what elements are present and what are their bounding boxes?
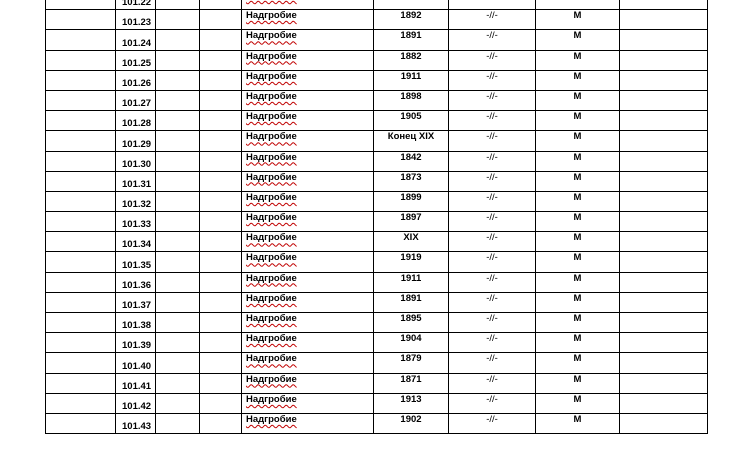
table-row <box>46 333 708 353</box>
table-row <box>46 292 708 312</box>
row-ditto-cell: -//- <box>449 333 536 353</box>
row-blank-cell <box>46 333 116 353</box>
row-blank-cell <box>620 272 708 292</box>
row-name-text: Надгробие <box>246 111 297 123</box>
row-name-cell <box>242 50 374 70</box>
row-name-cell <box>242 0 374 10</box>
row-blank-cell <box>200 191 242 211</box>
row-ditto-cell <box>449 0 536 10</box>
row-blank-cell <box>620 111 708 131</box>
row-blank-cell <box>620 50 708 70</box>
row-blank-cell <box>200 333 242 353</box>
row-blank-cell <box>620 313 708 333</box>
row-category-cell: М <box>536 212 620 232</box>
row-code-cell: 101.27 <box>116 90 156 110</box>
row-blank-cell <box>200 171 242 191</box>
row-category-cell: М <box>536 272 620 292</box>
row-date-cell: Конец XIX <box>374 131 449 151</box>
row-name-cell <box>242 232 374 252</box>
row-category-cell: М <box>536 191 620 211</box>
row-category-cell: М <box>536 232 620 252</box>
row-blank-cell <box>46 30 116 50</box>
row-date-cell: 1842 <box>374 151 449 171</box>
row-code-cell: 101.29 <box>116 131 156 151</box>
row-name-cell <box>242 10 374 30</box>
row-blank-cell <box>156 90 200 110</box>
row-code-cell: 101.31 <box>116 171 156 191</box>
row-name-text: Надгробие <box>246 353 297 365</box>
row-date-cell: 1882 <box>374 50 449 70</box>
row-blank-cell <box>156 191 200 211</box>
row-category-cell <box>536 0 620 10</box>
row-date-cell <box>374 0 449 10</box>
row-name-cell <box>242 292 374 312</box>
row-code-cell: 101.40 <box>116 353 156 373</box>
row-name-text: Надгробие <box>246 131 297 143</box>
row-category-cell: М <box>536 70 620 90</box>
row-category-cell: М <box>536 30 620 50</box>
row-blank-cell <box>200 90 242 110</box>
row-code-cell: 101.37 <box>116 292 156 312</box>
row-name-text: Надгробие <box>246 272 297 284</box>
row-blank-cell <box>620 0 708 10</box>
row-blank-cell <box>46 212 116 232</box>
row-blank-cell <box>200 151 242 171</box>
row-category-cell: М <box>536 413 620 433</box>
row-blank-cell <box>156 70 200 90</box>
row-name-cell <box>242 131 374 151</box>
row-code-cell: 101.43 <box>116 413 156 433</box>
row-date-cell: 1904 <box>374 333 449 353</box>
row-name-cell <box>242 272 374 292</box>
row-code-cell: 101.25 <box>116 50 156 70</box>
row-code-cell: 101.38 <box>116 313 156 333</box>
row-ditto-cell: -//- <box>449 10 536 30</box>
table-row <box>46 70 708 90</box>
monument-table <box>45 0 708 434</box>
row-name-text: Надгробие <box>246 232 297 244</box>
row-blank-cell <box>46 232 116 252</box>
row-name-cell <box>242 30 374 50</box>
row-ditto-cell: -//- <box>449 212 536 232</box>
row-blank-cell <box>620 191 708 211</box>
row-code-cell: 101.33 <box>116 212 156 232</box>
row-blank-cell <box>156 131 200 151</box>
row-name-cell <box>242 252 374 272</box>
row-blank-cell <box>620 90 708 110</box>
row-ditto-cell: -//- <box>449 131 536 151</box>
row-date-cell: 1895 <box>374 313 449 333</box>
row-blank-cell <box>620 292 708 312</box>
row-ditto-cell: -//- <box>449 373 536 393</box>
row-blank-cell <box>46 292 116 312</box>
row-blank-cell <box>156 373 200 393</box>
row-name-cell <box>242 70 374 90</box>
row-blank-cell <box>46 50 116 70</box>
row-category-cell: М <box>536 151 620 171</box>
row-date-cell: XIX <box>374 232 449 252</box>
table-row <box>46 151 708 171</box>
row-blank-cell <box>46 191 116 211</box>
row-blank-cell <box>200 313 242 333</box>
row-blank-cell <box>156 393 200 413</box>
row-blank-cell <box>156 232 200 252</box>
row-blank-cell <box>46 272 116 292</box>
table-row <box>46 131 708 151</box>
row-blank-cell <box>46 70 116 90</box>
table-row <box>46 212 708 232</box>
row-name-text: Надгробие <box>246 313 297 324</box>
row-name-text: Надгробие <box>246 151 297 163</box>
row-ditto-cell: -//- <box>449 272 536 292</box>
row-blank-cell <box>620 151 708 171</box>
row-name-text: Надгробие <box>246 292 297 304</box>
row-name-text: Надгробие <box>246 10 297 22</box>
row-blank-cell <box>620 333 708 353</box>
row-blank-cell <box>200 252 242 272</box>
row-blank-cell <box>200 70 242 90</box>
row-blank-cell <box>46 171 116 191</box>
row-blank-cell <box>156 50 200 70</box>
row-code-cell: 101.28 <box>116 111 156 131</box>
row-name-text: Надгробие <box>246 333 297 345</box>
row-blank-cell <box>46 353 116 373</box>
row-blank-cell <box>620 353 708 373</box>
row-blank-cell <box>156 111 200 131</box>
row-blank-cell <box>156 10 200 30</box>
row-date-cell: 1892 <box>374 10 449 30</box>
row-blank-cell <box>156 0 200 10</box>
row-code-cell: 101.23 <box>116 10 156 30</box>
row-blank-cell <box>200 373 242 393</box>
row-blank-cell <box>46 252 116 272</box>
row-code-cell: 101.36 <box>116 272 156 292</box>
row-blank-cell <box>156 252 200 272</box>
row-date-cell: 1902 <box>374 413 449 433</box>
row-date-cell: 1899 <box>374 191 449 211</box>
row-blank-cell <box>156 212 200 232</box>
row-blank-cell <box>200 353 242 373</box>
row-category-cell: М <box>536 252 620 272</box>
row-blank-cell <box>200 30 242 50</box>
row-name-text: Надгробие <box>246 70 297 82</box>
row-ditto-cell: -//- <box>449 30 536 50</box>
table-row <box>46 111 708 131</box>
row-category-cell: М <box>536 292 620 312</box>
row-name-cell <box>242 393 374 413</box>
row-code-cell: 101.22 <box>116 0 156 10</box>
row-blank-cell <box>200 0 242 10</box>
row-blank-cell <box>620 413 708 433</box>
row-category-cell: М <box>536 131 620 151</box>
row-blank-cell <box>156 272 200 292</box>
table-row <box>46 313 708 333</box>
row-date-cell: 1891 <box>374 292 449 312</box>
row-name-cell <box>242 313 374 333</box>
row-code-cell: 101.30 <box>116 151 156 171</box>
row-blank-cell <box>200 232 242 252</box>
row-name-cell <box>242 171 374 191</box>
row-date-cell: 1911 <box>374 272 449 292</box>
table-body <box>46 0 708 434</box>
row-blank-cell <box>46 131 116 151</box>
row-blank-cell <box>200 111 242 131</box>
row-blank-cell <box>156 151 200 171</box>
row-name-cell <box>242 353 374 373</box>
row-ditto-cell: -//- <box>449 413 536 433</box>
row-code-cell: 101.26 <box>116 70 156 90</box>
row-category-cell: М <box>536 50 620 70</box>
row-code-cell: 101.35 <box>116 252 156 272</box>
row-blank-cell <box>156 171 200 191</box>
row-ditto-cell: -//- <box>449 393 536 413</box>
table-row <box>46 171 708 191</box>
row-blank-cell <box>620 373 708 393</box>
row-date-cell: 1905 <box>374 111 449 131</box>
row-blank-cell <box>200 292 242 312</box>
row-code-cell: 101.41 <box>116 373 156 393</box>
table-row <box>46 353 708 373</box>
row-ditto-cell: -//- <box>449 353 536 373</box>
row-ditto-cell: -//- <box>449 70 536 90</box>
row-blank-cell <box>46 393 116 413</box>
row-blank-cell <box>200 50 242 70</box>
row-date-cell: 1919 <box>374 252 449 272</box>
table-row <box>46 413 708 433</box>
row-blank-cell <box>200 413 242 433</box>
row-name-text: Надгробие <box>246 191 297 203</box>
row-category-cell: М <box>536 111 620 131</box>
table-row <box>46 252 708 272</box>
table-row <box>46 393 708 413</box>
row-blank-cell <box>620 131 708 151</box>
row-code-cell: 101.32 <box>116 191 156 211</box>
table-row <box>46 232 708 252</box>
row-blank-cell <box>200 272 242 292</box>
row-category-cell: М <box>536 10 620 30</box>
table-row <box>46 191 708 211</box>
row-blank-cell <box>156 413 200 433</box>
row-ditto-cell: -//- <box>449 191 536 211</box>
row-category-cell: М <box>536 313 620 333</box>
row-name-text: Надгробие <box>246 252 297 264</box>
row-date-cell: 1911 <box>374 70 449 90</box>
row-blank-cell <box>46 111 116 131</box>
row-category-cell: М <box>536 90 620 110</box>
row-name-cell <box>242 191 374 211</box>
row-category-cell: М <box>536 373 620 393</box>
row-name-text: Надгробие <box>246 212 297 224</box>
row-blank-cell <box>620 252 708 272</box>
row-blank-cell <box>46 413 116 433</box>
table-row <box>46 10 708 30</box>
row-code-cell: 101.24 <box>116 30 156 50</box>
row-date-cell: 1897 <box>374 212 449 232</box>
row-category-cell: М <box>536 333 620 353</box>
row-blank-cell <box>46 151 116 171</box>
table-row <box>46 90 708 110</box>
row-name-text: Надгробие <box>246 393 297 405</box>
row-blank-cell <box>156 30 200 50</box>
row-blank-cell <box>156 313 200 333</box>
row-name-cell <box>242 90 374 110</box>
row-code-cell: 101.39 <box>116 333 156 353</box>
row-date-cell: 1898 <box>374 90 449 110</box>
row-blank-cell <box>620 393 708 413</box>
row-ditto-cell: -//- <box>449 171 536 191</box>
row-date-cell: 1873 <box>374 171 449 191</box>
table-row <box>46 50 708 70</box>
row-name-cell <box>242 212 374 232</box>
row-name-text: Надгробие <box>246 90 297 102</box>
row-name-cell <box>242 333 374 353</box>
row-date-cell: 1871 <box>374 373 449 393</box>
row-name-text: Надгробие <box>246 171 297 183</box>
row-name-text: Надгробие <box>246 413 297 425</box>
table-row <box>46 272 708 292</box>
row-name-cell <box>242 373 374 393</box>
row-blank-cell <box>46 313 116 333</box>
row-date-cell: 1879 <box>374 353 449 373</box>
row-ditto-cell: -//- <box>449 90 536 110</box>
row-code-cell: 101.42 <box>116 393 156 413</box>
row-date-cell: 1891 <box>374 30 449 50</box>
row-blank-cell <box>620 171 708 191</box>
row-ditto-cell: -//- <box>449 232 536 252</box>
row-ditto-cell: -//- <box>449 111 536 131</box>
row-name-text: Надгробие <box>246 30 297 42</box>
row-date-cell: 1913 <box>374 393 449 413</box>
table-row <box>46 0 708 10</box>
row-blank-cell <box>46 373 116 393</box>
row-blank-cell <box>46 0 116 10</box>
row-blank-cell <box>620 232 708 252</box>
row-name-text: Надгробие <box>246 50 297 62</box>
row-ditto-cell: -//- <box>449 50 536 70</box>
row-category-cell: М <box>536 353 620 373</box>
row-blank-cell <box>620 70 708 90</box>
row-category-cell: М <box>536 393 620 413</box>
row-ditto-cell: -//- <box>449 292 536 312</box>
row-name-cell <box>242 111 374 131</box>
row-name-cell <box>242 413 374 433</box>
row-name-text <box>246 0 297 1</box>
row-name-cell <box>242 151 374 171</box>
row-name-text: Надгробие <box>246 373 297 385</box>
row-code-cell: 101.34 <box>116 232 156 252</box>
row-blank-cell <box>46 90 116 110</box>
row-blank-cell <box>156 353 200 373</box>
row-blank-cell <box>156 333 200 353</box>
row-blank-cell <box>200 393 242 413</box>
row-blank-cell <box>46 10 116 30</box>
table-row <box>46 30 708 50</box>
row-blank-cell <box>620 212 708 232</box>
row-ditto-cell: -//- <box>449 252 536 272</box>
row-ditto-cell: -//- <box>449 313 536 333</box>
row-blank-cell <box>200 131 242 151</box>
row-blank-cell <box>200 212 242 232</box>
row-blank-cell <box>200 10 242 30</box>
row-category-cell: М <box>536 171 620 191</box>
table-row <box>46 373 708 393</box>
row-blank-cell <box>156 292 200 312</box>
row-blank-cell <box>620 30 708 50</box>
row-ditto-cell: -//- <box>449 151 536 171</box>
row-blank-cell <box>620 10 708 30</box>
